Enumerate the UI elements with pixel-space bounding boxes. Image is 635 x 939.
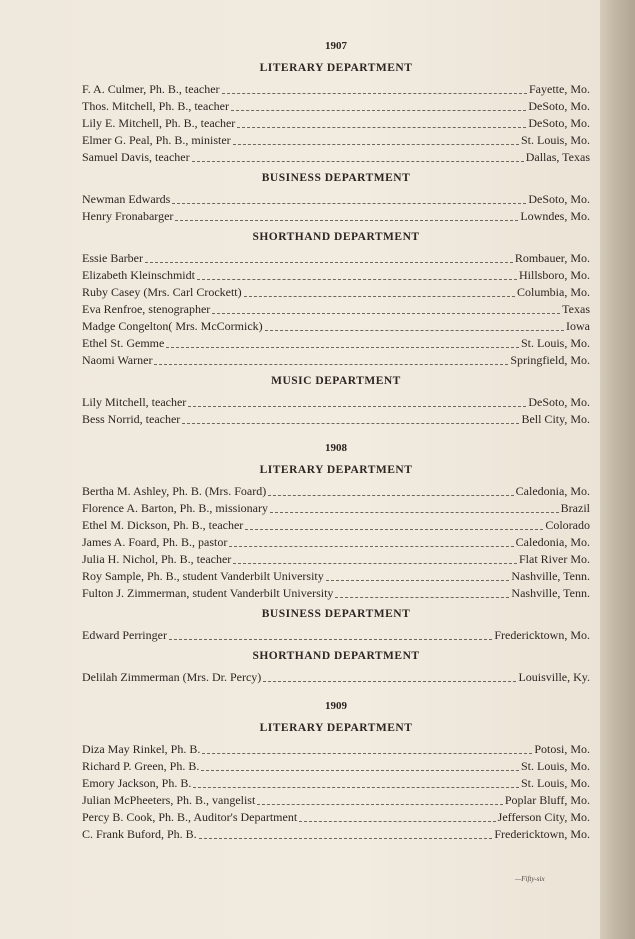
dotted-leader	[201, 769, 519, 771]
alumni-entry	[82, 115, 590, 132]
dotted-leader	[244, 295, 515, 297]
alumni-location: DeSoto, Mo.	[528, 116, 590, 130]
dotted-leader	[265, 329, 564, 331]
alumni-location: Flat River Mo.	[519, 552, 590, 566]
alumni-name: F. A. Culmer, Ph. B., teacher	[82, 82, 220, 96]
department-heading: MUSIC DEPARTMENT	[271, 375, 401, 387]
alumni-location: Lowndes, Mo.	[520, 209, 590, 223]
dotted-leader	[212, 312, 560, 314]
alumni-entry	[82, 500, 590, 517]
alumni-location: Bell City, Mo.	[521, 412, 590, 426]
alumni-location: Fredericktown, Mo.	[494, 628, 590, 642]
department-heading: SHORTHAND DEPARTMENT	[252, 231, 420, 243]
year-heading: 1907	[325, 40, 347, 52]
alumni-entry	[82, 809, 590, 826]
alumni-entry	[82, 335, 590, 352]
alumni-location: Dallas, Texas	[525, 150, 590, 164]
dotted-leader	[188, 405, 526, 407]
alumni-entry	[82, 267, 590, 284]
alumni-location: Iowa	[566, 319, 590, 333]
alumni-entry	[82, 352, 590, 369]
alumni-entry	[82, 775, 590, 792]
alumni-name: Eva Renfroe, stenographer	[82, 302, 211, 316]
alumni-location: St. Louis, Mo.	[520, 133, 590, 147]
alumni-location: Colorado	[545, 518, 590, 532]
dotted-leader	[268, 494, 513, 496]
dotted-leader	[222, 92, 527, 94]
dotted-leader	[245, 528, 543, 530]
dotted-leader	[192, 160, 524, 162]
alumni-location: DeSoto, Mo.	[528, 395, 590, 409]
alumni-name: Edward Perringer	[82, 628, 167, 642]
alumni-name: Bertha M. Ashley, Ph. B. (Mrs. Foard)	[82, 484, 267, 498]
alumni-location: Columbia, Mo.	[516, 285, 590, 299]
alumni-entry	[82, 98, 590, 115]
alumni-location: St. Louis, Mo.	[520, 776, 590, 790]
alumni-location: Poplar Bluff, Mo.	[504, 793, 590, 807]
alumni-name: Elizabeth Kleinschmidt	[82, 268, 195, 282]
alumni-entry	[82, 758, 590, 775]
dotted-leader	[335, 596, 509, 598]
page-number: —Fifty-six	[515, 875, 545, 883]
alumni-entry	[82, 301, 590, 318]
alumni-entry	[82, 132, 590, 149]
dotted-leader	[193, 786, 519, 788]
alumni-name: Percy B. Cook, Ph. B., Auditor's Department	[82, 810, 298, 824]
alumni-entry	[82, 208, 590, 225]
dotted-leader	[231, 109, 526, 111]
alumni-location: Caledonia, Mo.	[515, 484, 590, 498]
alumni-name: Henry Fronabarger	[82, 209, 174, 223]
dotted-leader	[197, 278, 517, 280]
alumni-name: Samuel Davis, teacher	[82, 150, 190, 164]
alumni-entry	[82, 250, 590, 267]
book-gutter	[600, 0, 635, 939]
dotted-leader	[270, 511, 559, 513]
alumni-entry	[82, 534, 590, 551]
alumni-list	[82, 38, 590, 843]
alumni-name: Roy Sample, Ph. B., student Vanderbilt University	[82, 569, 324, 583]
alumni-name: Essie Barber	[82, 251, 143, 265]
alumni-name: Delilah Zimmerman (Mrs. Dr. Percy)	[82, 670, 262, 684]
alumni-location: Jefferson City, Mo.	[497, 810, 590, 824]
dotted-leader	[202, 752, 532, 754]
dotted-leader	[145, 261, 513, 263]
alumni-location: Potosi, Mo.	[534, 742, 590, 756]
alumni-entry	[82, 284, 590, 301]
dotted-leader	[257, 803, 503, 805]
dotted-leader	[233, 562, 517, 564]
alumni-name: C. Frank Buford, Ph. B.	[82, 827, 197, 841]
department-heading: BUSINESS DEPARTMENT	[261, 172, 411, 184]
alumni-name: Ethel M. Dickson, Ph. B., teacher	[82, 518, 244, 532]
alumni-location: St. Louis, Mo.	[520, 336, 590, 350]
dotted-leader	[299, 820, 496, 822]
dotted-leader	[233, 143, 519, 145]
dotted-leader	[175, 219, 518, 221]
alumni-name: Florence A. Barton, Ph. B., missionary	[82, 501, 268, 515]
alumni-name: Fulton J. Zimmerman, student Vanderbilt University	[82, 586, 334, 600]
alumni-name: Ruby Casey (Mrs. Carl Crockett)	[82, 285, 242, 299]
dotted-leader	[172, 202, 526, 204]
alumni-location: Fayette, Mo.	[529, 82, 590, 96]
alumni-entry	[82, 483, 590, 500]
alumni-location: Nashville, Tenn.	[511, 586, 590, 600]
alumni-location: Fredericktown, Mo.	[494, 827, 590, 841]
alumni-name: Julian McPheeters, Ph. B., vangelist	[82, 793, 256, 807]
alumni-name: Diza May Rinkel, Ph. B.	[82, 742, 201, 756]
section-gap	[82, 428, 590, 440]
year-heading: 1908	[325, 442, 347, 454]
department-heading: LITERARY DEPARTMENT	[259, 464, 413, 476]
year-heading: 1909	[325, 700, 347, 712]
dotted-leader	[263, 680, 516, 682]
alumni-location: DeSoto, Mo.	[528, 192, 590, 206]
alumni-location: DeSoto, Mo.	[528, 99, 590, 113]
alumni-location: Springfield, Mo.	[510, 353, 590, 367]
alumni-entry	[82, 551, 590, 568]
alumni-entry	[82, 568, 590, 585]
dotted-leader	[199, 837, 493, 839]
alumni-name: Madge Congelton( Mrs. McCormick)	[82, 319, 263, 333]
alumni-location: Hillsboro, Mo.	[518, 268, 590, 282]
alumni-entry	[82, 585, 590, 602]
alumni-name: Lily Mitchell, teacher	[82, 395, 187, 409]
department-heading: BUSINESS DEPARTMENT	[261, 608, 411, 620]
alumni-name: Ethel St. Gemme	[82, 336, 165, 350]
alumni-entry	[82, 149, 590, 166]
alumni-entry	[82, 394, 590, 411]
alumni-name: Newman Edwards	[82, 192, 171, 206]
alumni-location: Nashville, Tenn.	[511, 569, 590, 583]
alumni-name: Richard P. Green, Ph. B.	[82, 759, 200, 773]
alumni-name: James A. Foard, Ph. B., pastor	[82, 535, 228, 549]
alumni-name: Elmer G. Peal, Ph. B., minister	[82, 133, 231, 147]
alumni-location: Brazil	[560, 501, 590, 515]
alumni-name: Naomi Warner	[82, 353, 153, 367]
alumni-name: Lily E. Mitchell, Ph. B., teacher	[82, 116, 236, 130]
alumni-name: Bess Norrid, teacher	[82, 412, 181, 426]
department-heading: LITERARY DEPARTMENT	[259, 722, 413, 734]
dotted-leader	[326, 579, 510, 581]
alumni-entry	[82, 826, 590, 843]
alumni-entry	[82, 191, 590, 208]
dotted-leader	[166, 346, 519, 348]
alumni-entry	[82, 792, 590, 809]
dotted-leader	[169, 638, 492, 640]
alumni-location: Rombauer, Mo.	[514, 251, 590, 265]
dotted-leader	[154, 363, 508, 365]
section-gap	[82, 686, 590, 698]
alumni-entry	[82, 669, 590, 686]
alumni-location: Louisville, Ky.	[518, 670, 590, 684]
department-heading: LITERARY DEPARTMENT	[259, 62, 413, 74]
alumni-entry	[82, 627, 590, 644]
alumni-entry	[82, 517, 590, 534]
department-heading: SHORTHAND DEPARTMENT	[252, 650, 420, 662]
alumni-name: Emory Jackson, Ph. B.	[82, 776, 192, 790]
alumni-location: St. Louis, Mo.	[520, 759, 590, 773]
dotted-leader	[182, 422, 519, 424]
alumni-location: Texas	[562, 302, 590, 316]
dotted-leader	[229, 545, 513, 547]
alumni-name: Thos. Mitchell, Ph. B., teacher	[82, 99, 229, 113]
alumni-entry	[82, 741, 590, 758]
alumni-location: Caledonia, Mo.	[515, 535, 590, 549]
alumni-entry	[82, 411, 590, 428]
alumni-entry	[82, 318, 590, 335]
alumni-entry	[82, 81, 590, 98]
alumni-name: Julia H. Nichol, Ph. B., teacher	[82, 552, 232, 566]
dotted-leader	[237, 126, 526, 128]
